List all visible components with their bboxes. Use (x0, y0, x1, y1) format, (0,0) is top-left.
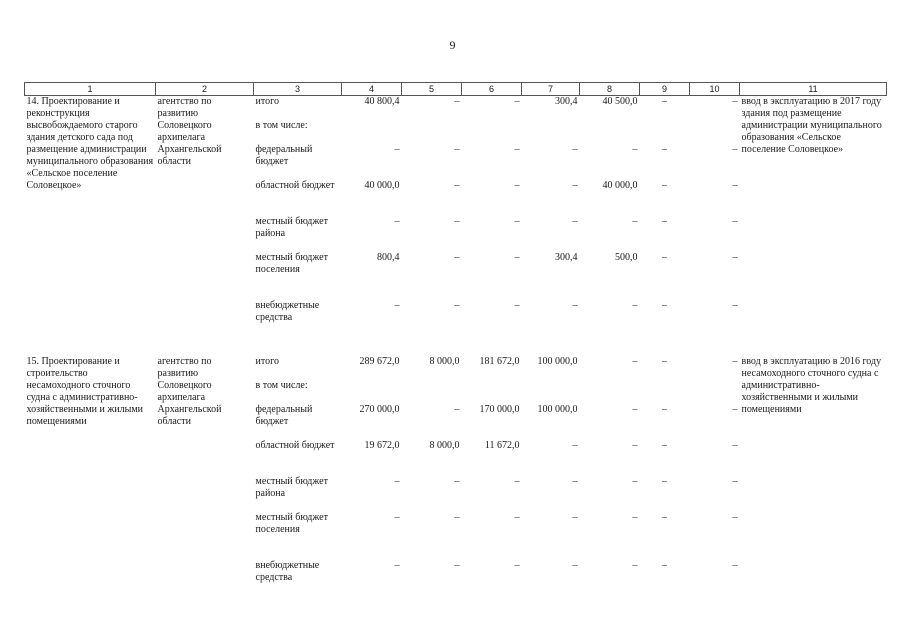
funding-source: местный бюджет поселения (255, 512, 328, 535)
funding-amount: – (662, 404, 667, 415)
funding-amount (522, 120, 580, 144)
funding-amount: – (662, 440, 667, 451)
funding-source: внебюджетные средства (255, 560, 320, 583)
funding-source: местный бюджет района (255, 476, 328, 499)
funding-source: областной бюджет (255, 440, 335, 451)
project-result-note: ввод в эксплуатацию в 2017 году здания под размещение администрации муниципального образования «Сельское поселение Соловецкое» (741, 96, 882, 155)
responsible-agency: агентство по развитию Соловецкого архипелага Архангельской области (157, 356, 222, 427)
funding-amount: – (454, 404, 460, 415)
funding-amount: 100 000,0 (537, 404, 578, 415)
funding-amount: – (662, 300, 667, 311)
spacer-cell (25, 336, 887, 356)
funding-amount: 500,0 (615, 252, 638, 263)
funding-amount: – (394, 476, 400, 487)
funding-source: итого (255, 96, 279, 107)
funding-amount: 8 000,0 (429, 440, 460, 451)
funding-amount: – (514, 560, 520, 571)
funding-amount: – (732, 356, 738, 367)
funding-source: областной бюджет (255, 180, 335, 191)
responsible-agency: агентство по развитию Соловецкого архипелага Архангельской области (157, 96, 222, 167)
funding-amount: – (632, 440, 638, 451)
funding-amount: 40 000,0 (364, 180, 400, 191)
funding-amount: – (394, 300, 400, 311)
funding-amount: – (732, 512, 738, 523)
funding-amount (402, 120, 462, 144)
funding-amount: 100 000,0 (537, 356, 578, 367)
funding-source: федеральный бюджет (255, 404, 313, 427)
funding-amount: 181 672,0 (479, 356, 520, 367)
funding-source: местный бюджет поселения (255, 252, 328, 275)
funding-amount: – (632, 404, 638, 415)
project-description: 14. Проектирование и реконструкция высвобождаемого старого здания детского сада под размещение администрации муниципального образования «Сельское поселение Соловецкое» (26, 96, 154, 191)
funding-amount (462, 380, 522, 404)
table-header-row (25, 83, 887, 96)
funding-source: итого (255, 356, 279, 367)
column-header: 5 (402, 83, 462, 96)
funding-amount: – (662, 144, 667, 155)
funding-amount: – (632, 216, 638, 227)
funding-amount: – (514, 300, 520, 311)
row-spacer (25, 336, 887, 356)
project-description: 15. Проектирование и строительство несамоходного сточного судна с административно-хозяйственными и жилыми помещениями (26, 356, 144, 427)
funding-amount: 289 672,0 (359, 356, 400, 367)
column-header: 2 (156, 83, 254, 96)
table-row (25, 96, 887, 121)
funding-amount: – (662, 252, 667, 263)
funding-amount: – (394, 144, 400, 155)
funding-amount: 8 000,0 (429, 356, 460, 367)
funding-amount (580, 380, 640, 404)
funding-amount: – (662, 180, 667, 191)
funding-amount: – (732, 96, 738, 107)
funding-amount: – (662, 512, 667, 523)
funding-amount: – (732, 476, 738, 487)
funding-amount (640, 120, 690, 144)
funding-amount: – (514, 96, 520, 107)
funding-amount: – (662, 560, 667, 571)
funding-amount: – (732, 180, 738, 191)
funding-amount: 170 000,0 (479, 404, 520, 415)
column-header: 8 (580, 83, 640, 96)
funding-amount: – (662, 476, 667, 487)
funding-amount: 40 500,0 (602, 96, 638, 107)
funding-amount: – (662, 216, 667, 227)
funding-amount: 300,4 (555, 252, 578, 263)
funding-amount (342, 120, 402, 144)
funding-source: местный бюджет района (255, 216, 328, 239)
column-header: 1 (25, 83, 156, 96)
funding-amount: 300,4 (555, 96, 578, 107)
funding-amount: – (572, 512, 578, 523)
funding-amount (640, 380, 690, 404)
funding-amount (690, 120, 740, 144)
funding-amount: – (514, 252, 520, 263)
funding-amount: 19 672,0 (364, 440, 400, 451)
funding-amount: – (632, 144, 638, 155)
funding-amount: – (454, 216, 460, 227)
column-header: 3 (254, 83, 342, 96)
funding-amount: – (732, 216, 738, 227)
funding-amount: – (454, 144, 460, 155)
column-header: 9 (640, 83, 690, 96)
funding-amount: – (632, 512, 638, 523)
funding-amount: – (514, 144, 520, 155)
funding-amount: – (454, 476, 460, 487)
funding-amount (522, 380, 580, 404)
funding-amount: – (572, 144, 578, 155)
funding-amount: – (394, 216, 400, 227)
funding-amount: – (394, 560, 400, 571)
funding-source: федеральный бюджет (255, 144, 313, 167)
funding-amount: – (454, 96, 460, 107)
funding-amount: – (454, 560, 460, 571)
funding-amount: – (732, 252, 738, 263)
funding-amount: – (514, 512, 520, 523)
funding-source: в том числе: (255, 380, 308, 391)
budget-table (24, 82, 887, 596)
funding-amount: – (454, 512, 460, 523)
funding-amount: – (514, 476, 520, 487)
funding-source: внебюджетные средства (255, 300, 320, 323)
funding-amount (342, 380, 402, 404)
table-row (25, 356, 887, 380)
funding-amount: – (572, 440, 578, 451)
funding-amount: – (454, 180, 460, 191)
column-header: 7 (522, 83, 580, 96)
funding-amount: – (632, 300, 638, 311)
funding-amount: – (632, 356, 638, 367)
funding-amount: – (454, 252, 460, 263)
funding-amount: – (732, 440, 738, 451)
funding-amount: – (514, 216, 520, 227)
funding-amount: – (572, 300, 578, 311)
funding-amount: – (732, 300, 738, 311)
funding-amount: – (632, 476, 638, 487)
funding-amount: – (732, 404, 738, 415)
funding-amount: – (572, 560, 578, 571)
funding-amount: 800,4 (377, 252, 400, 263)
column-header: 6 (462, 83, 522, 96)
funding-amount: 270 000,0 (359, 404, 400, 415)
funding-amount: – (732, 144, 738, 155)
funding-amount (580, 120, 640, 144)
page-number: 9 (449, 38, 456, 52)
funding-amount: – (514, 180, 520, 191)
funding-amount: – (572, 180, 578, 191)
funding-amount: 40 000,0 (602, 180, 638, 191)
funding-amount: 40 800,4 (364, 96, 400, 107)
funding-amount: – (732, 560, 738, 571)
funding-amount: – (572, 216, 578, 227)
funding-amount: – (662, 96, 667, 107)
funding-amount: – (394, 512, 400, 523)
funding-amount: – (662, 356, 667, 367)
funding-amount: – (572, 476, 578, 487)
funding-source: в том числе: (255, 120, 308, 131)
funding-amount (462, 120, 522, 144)
funding-amount (402, 380, 462, 404)
funding-amount (690, 380, 740, 404)
column-header: 11 (740, 83, 887, 96)
column-header: 4 (342, 83, 402, 96)
funding-amount: – (632, 560, 638, 571)
funding-amount: – (454, 300, 460, 311)
funding-amount: 11 672,0 (484, 440, 520, 451)
column-header: 10 (690, 83, 740, 96)
project-result-note: ввод в эксплуатацию в 2016 году несамоходного сточного судна с административно-хозяйственными и жилыми помещениями (741, 356, 882, 415)
